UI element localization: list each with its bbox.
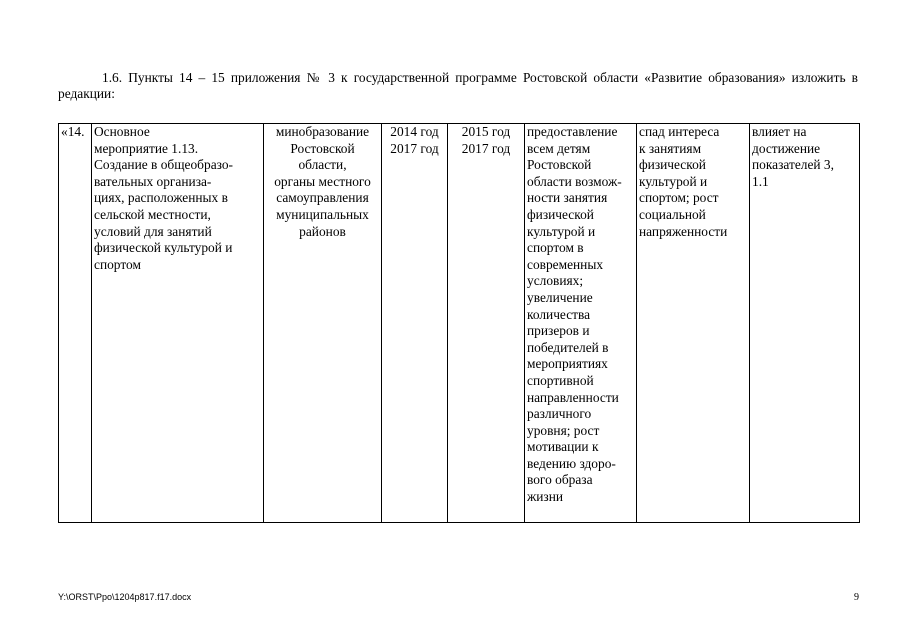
start-year-cell: 2014 год 2017 год — [382, 124, 448, 523]
page-number: 9 — [854, 592, 859, 603]
consequence-cell: спад интереса к занятиям физической культурой и спортом; рост социальной напряженности — [637, 124, 750, 523]
table-row — [59, 124, 860, 523]
intro-paragraph — [58, 70, 858, 102]
row-number-cell: «14. — [59, 124, 92, 523]
expected-result-cell: предоставление всем детям Ростовской области возмож- ности занятия физической культурой и спортом в современных условиях; увеличение количества призеров и победителей в мероприятиях спортивной направленности различного уровня; рост мотивации к ведению здоро- вого образа жизни — [525, 124, 637, 523]
indicator-link-cell: влияет на достижение показателей 3, 1.1 — [750, 124, 860, 523]
program-table — [58, 123, 860, 523]
executor-cell: минобразование Ростовской области, органы местного самоуправления муниципальных районов — [264, 124, 382, 523]
event-name-cell: Основное мероприятие 1.13. Создание в общеобразо- вательных организа- циях, расположенных в сельской местности, условий для занятий физической культурой и спортом — [92, 124, 264, 523]
footer-file-path: Y:\ORST\Ppo\1204p817.f17.docx — [58, 592, 192, 602]
end-year-cell: 2015 год 2017 год — [448, 124, 525, 523]
intro-text: 1.6. Пункты 14 – 15 приложения № 3 к государственной программе Ростовской области «Развитие образования» изложить в редакции: — [58, 70, 858, 101]
